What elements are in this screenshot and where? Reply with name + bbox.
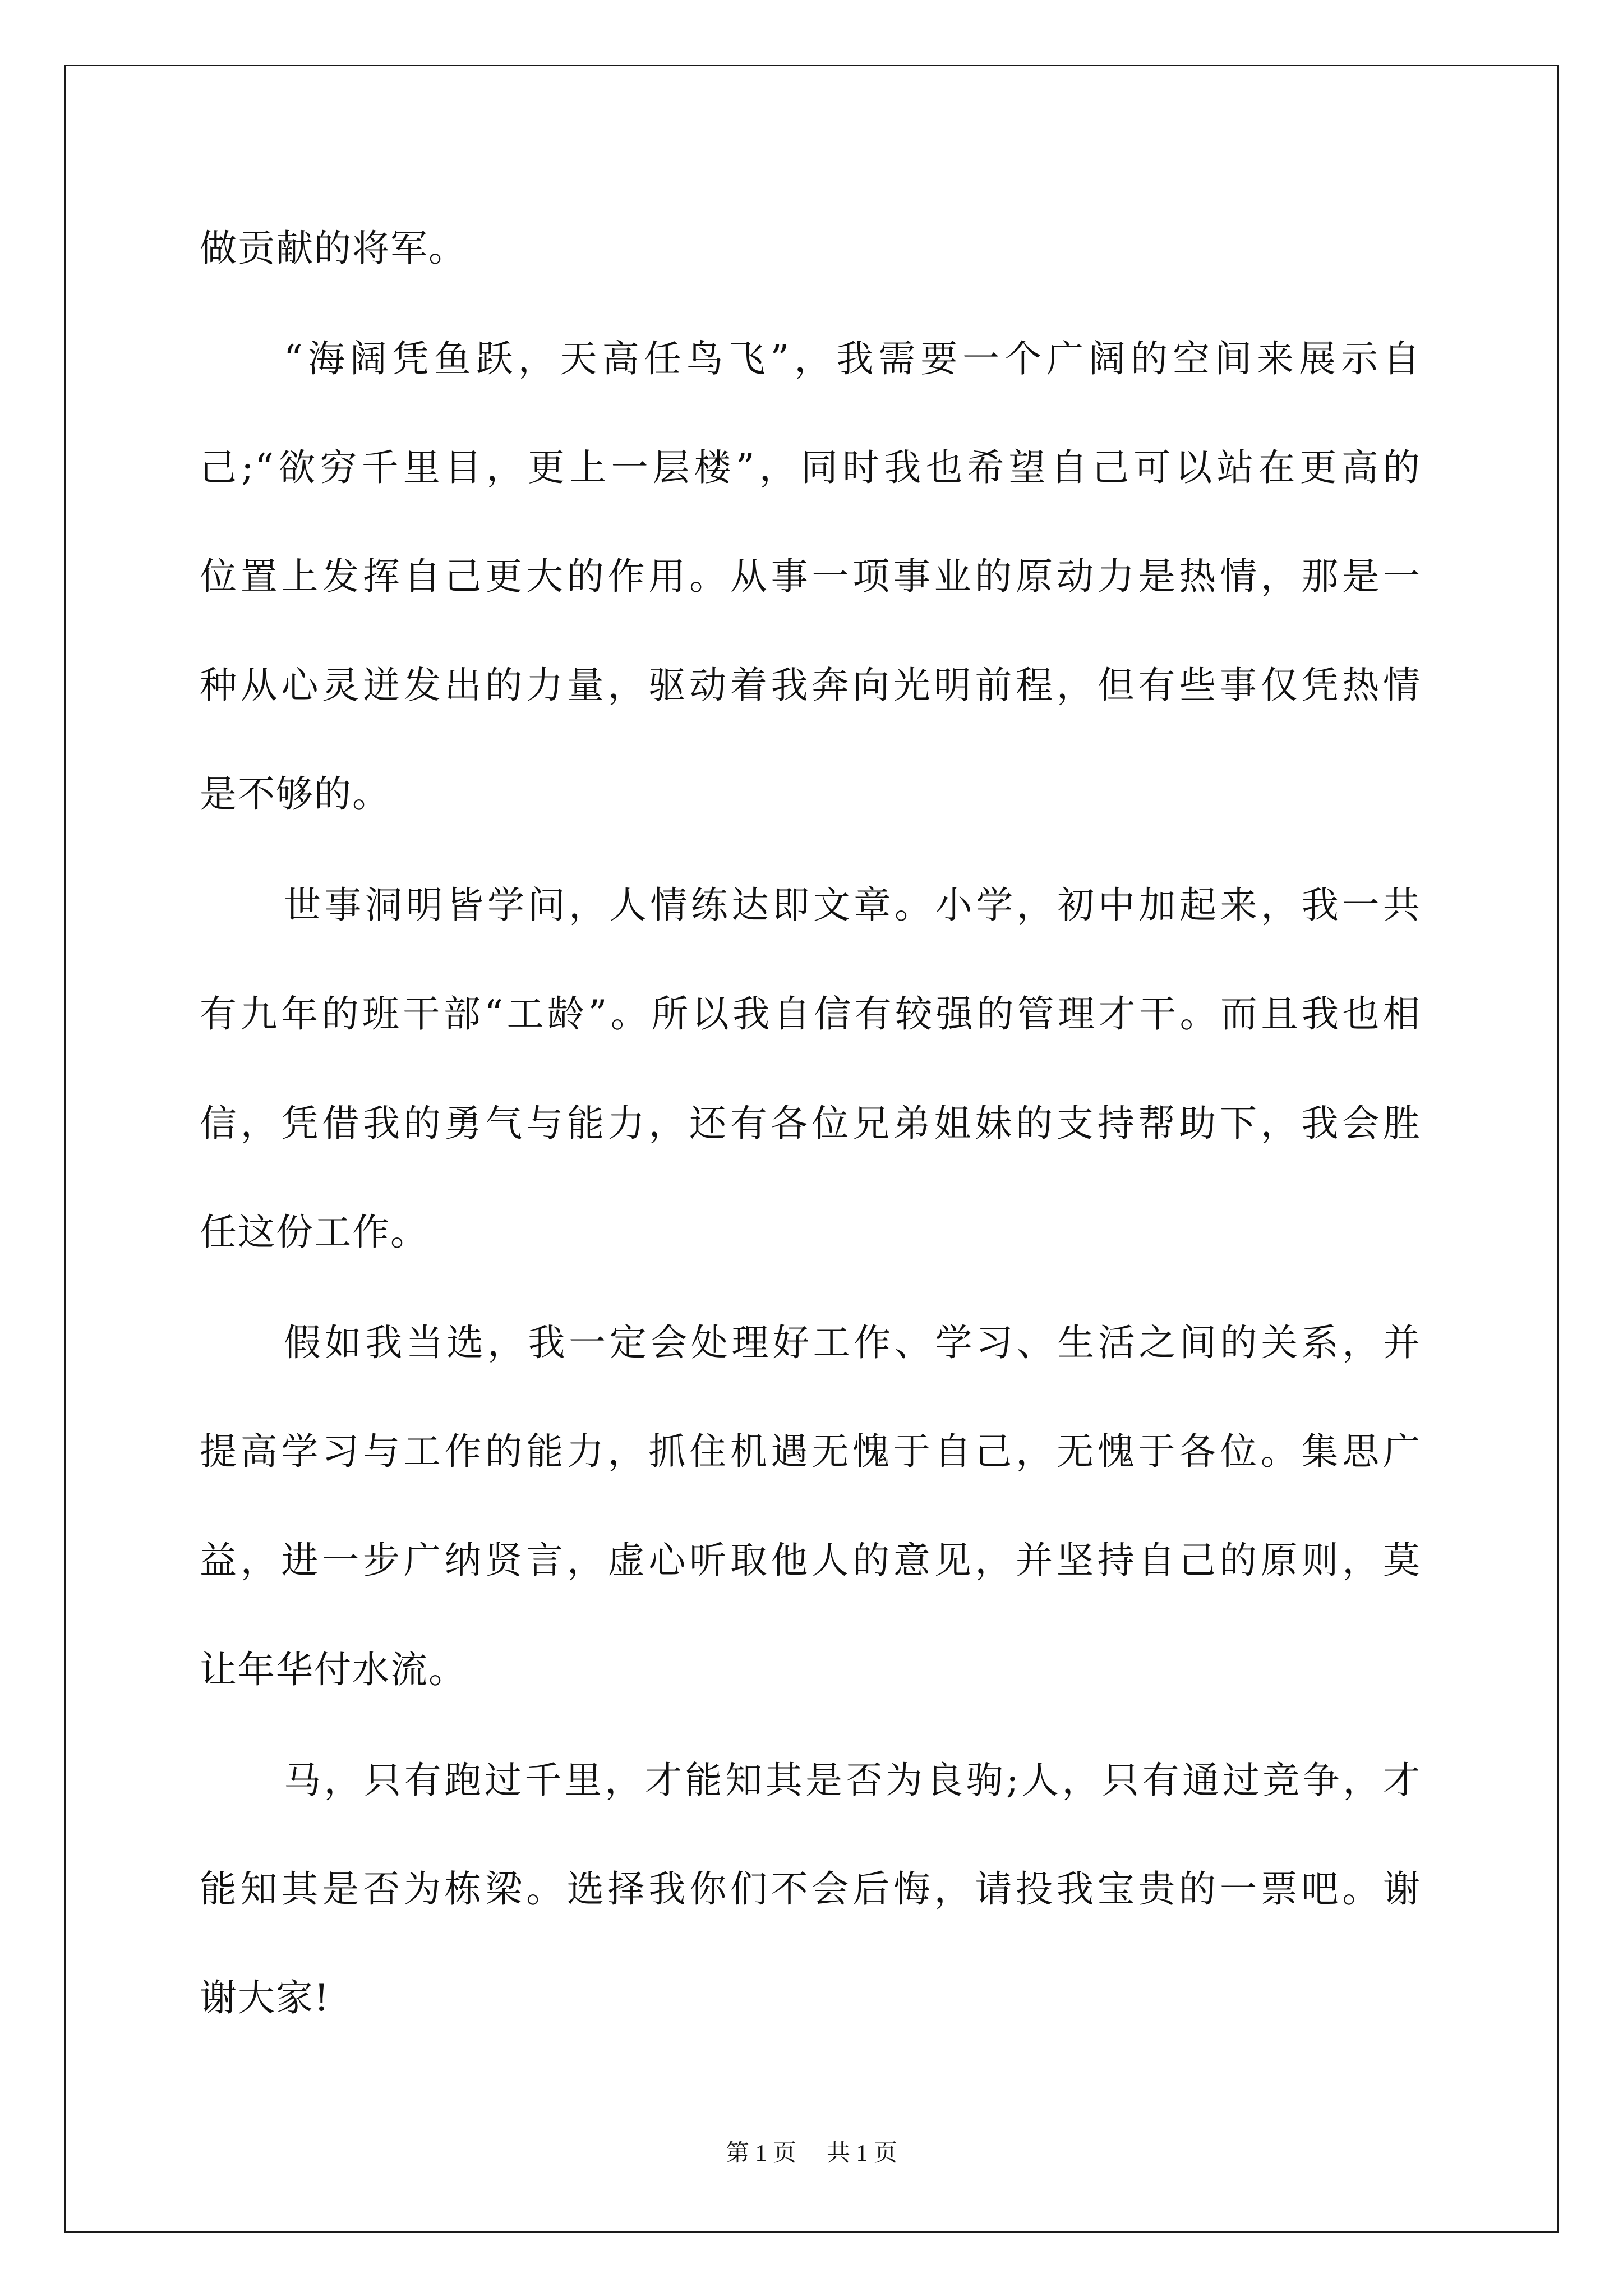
text-line: 是不够的。: [200, 772, 390, 816]
text-line: 己;“欲穷千里目，更上一层楼”，同时我也希望自己可以站在更高的: [200, 446, 1421, 489]
text-line: 谢大家!: [200, 1976, 330, 2019]
text-line: “海阔凭鱼跃，天高任鸟飞”，我需要一个广阔的空间来展示自: [284, 337, 1421, 380]
text-line: 世事洞明皆学问，人情练达即文章。小学，初中加起来，我一共: [284, 884, 1421, 927]
text-line: 让年华付水流。: [200, 1648, 467, 1691]
text-line: 马，只有跑过千里，才能知其是否为良驹;人，只有通过竞争，才: [284, 1759, 1421, 1802]
text-line: 有九年的班干部“工龄”。所以我自信有较强的管理才干。而且我也相: [200, 992, 1421, 1036]
page-number: 第 1 页: [725, 2141, 796, 2166]
text-line: 益，进一步广纳贤言，虚心听取他人的意见，并坚持自己的原则，莫: [200, 1539, 1421, 1582]
text-line: 做贡献的将军。: [200, 227, 467, 270]
text-line: 假如我当选，我一定会处理好工作、学习、生活之间的关系，并: [284, 1321, 1421, 1364]
page-footer: [0, 2142, 1623, 2165]
text-line: 提高学习与工作的能力，抓住机遇无愧于自己，无愧于各位。集思广: [200, 1430, 1421, 1473]
text-line: 种从心灵迸发出的力量，驱动着我奔向光明前程，但有些事仅凭热情: [200, 664, 1421, 707]
text-line: 任这份工作。: [200, 1211, 428, 1254]
page-total: 共 1 页: [827, 2141, 898, 2166]
text-line: 信，凭借我的勇气与能力，还有各位兄弟姐妹的支持帮助下，我会胜: [200, 1102, 1421, 1145]
text-line: 能知其是否为栋梁。选择我你们不会后悔，请投我宝贵的一票吧。谢: [200, 1867, 1421, 1911]
text-line: 位置上发挥自己更大的作用。从事一项事业的原动力是热情，那是一: [200, 555, 1421, 598]
